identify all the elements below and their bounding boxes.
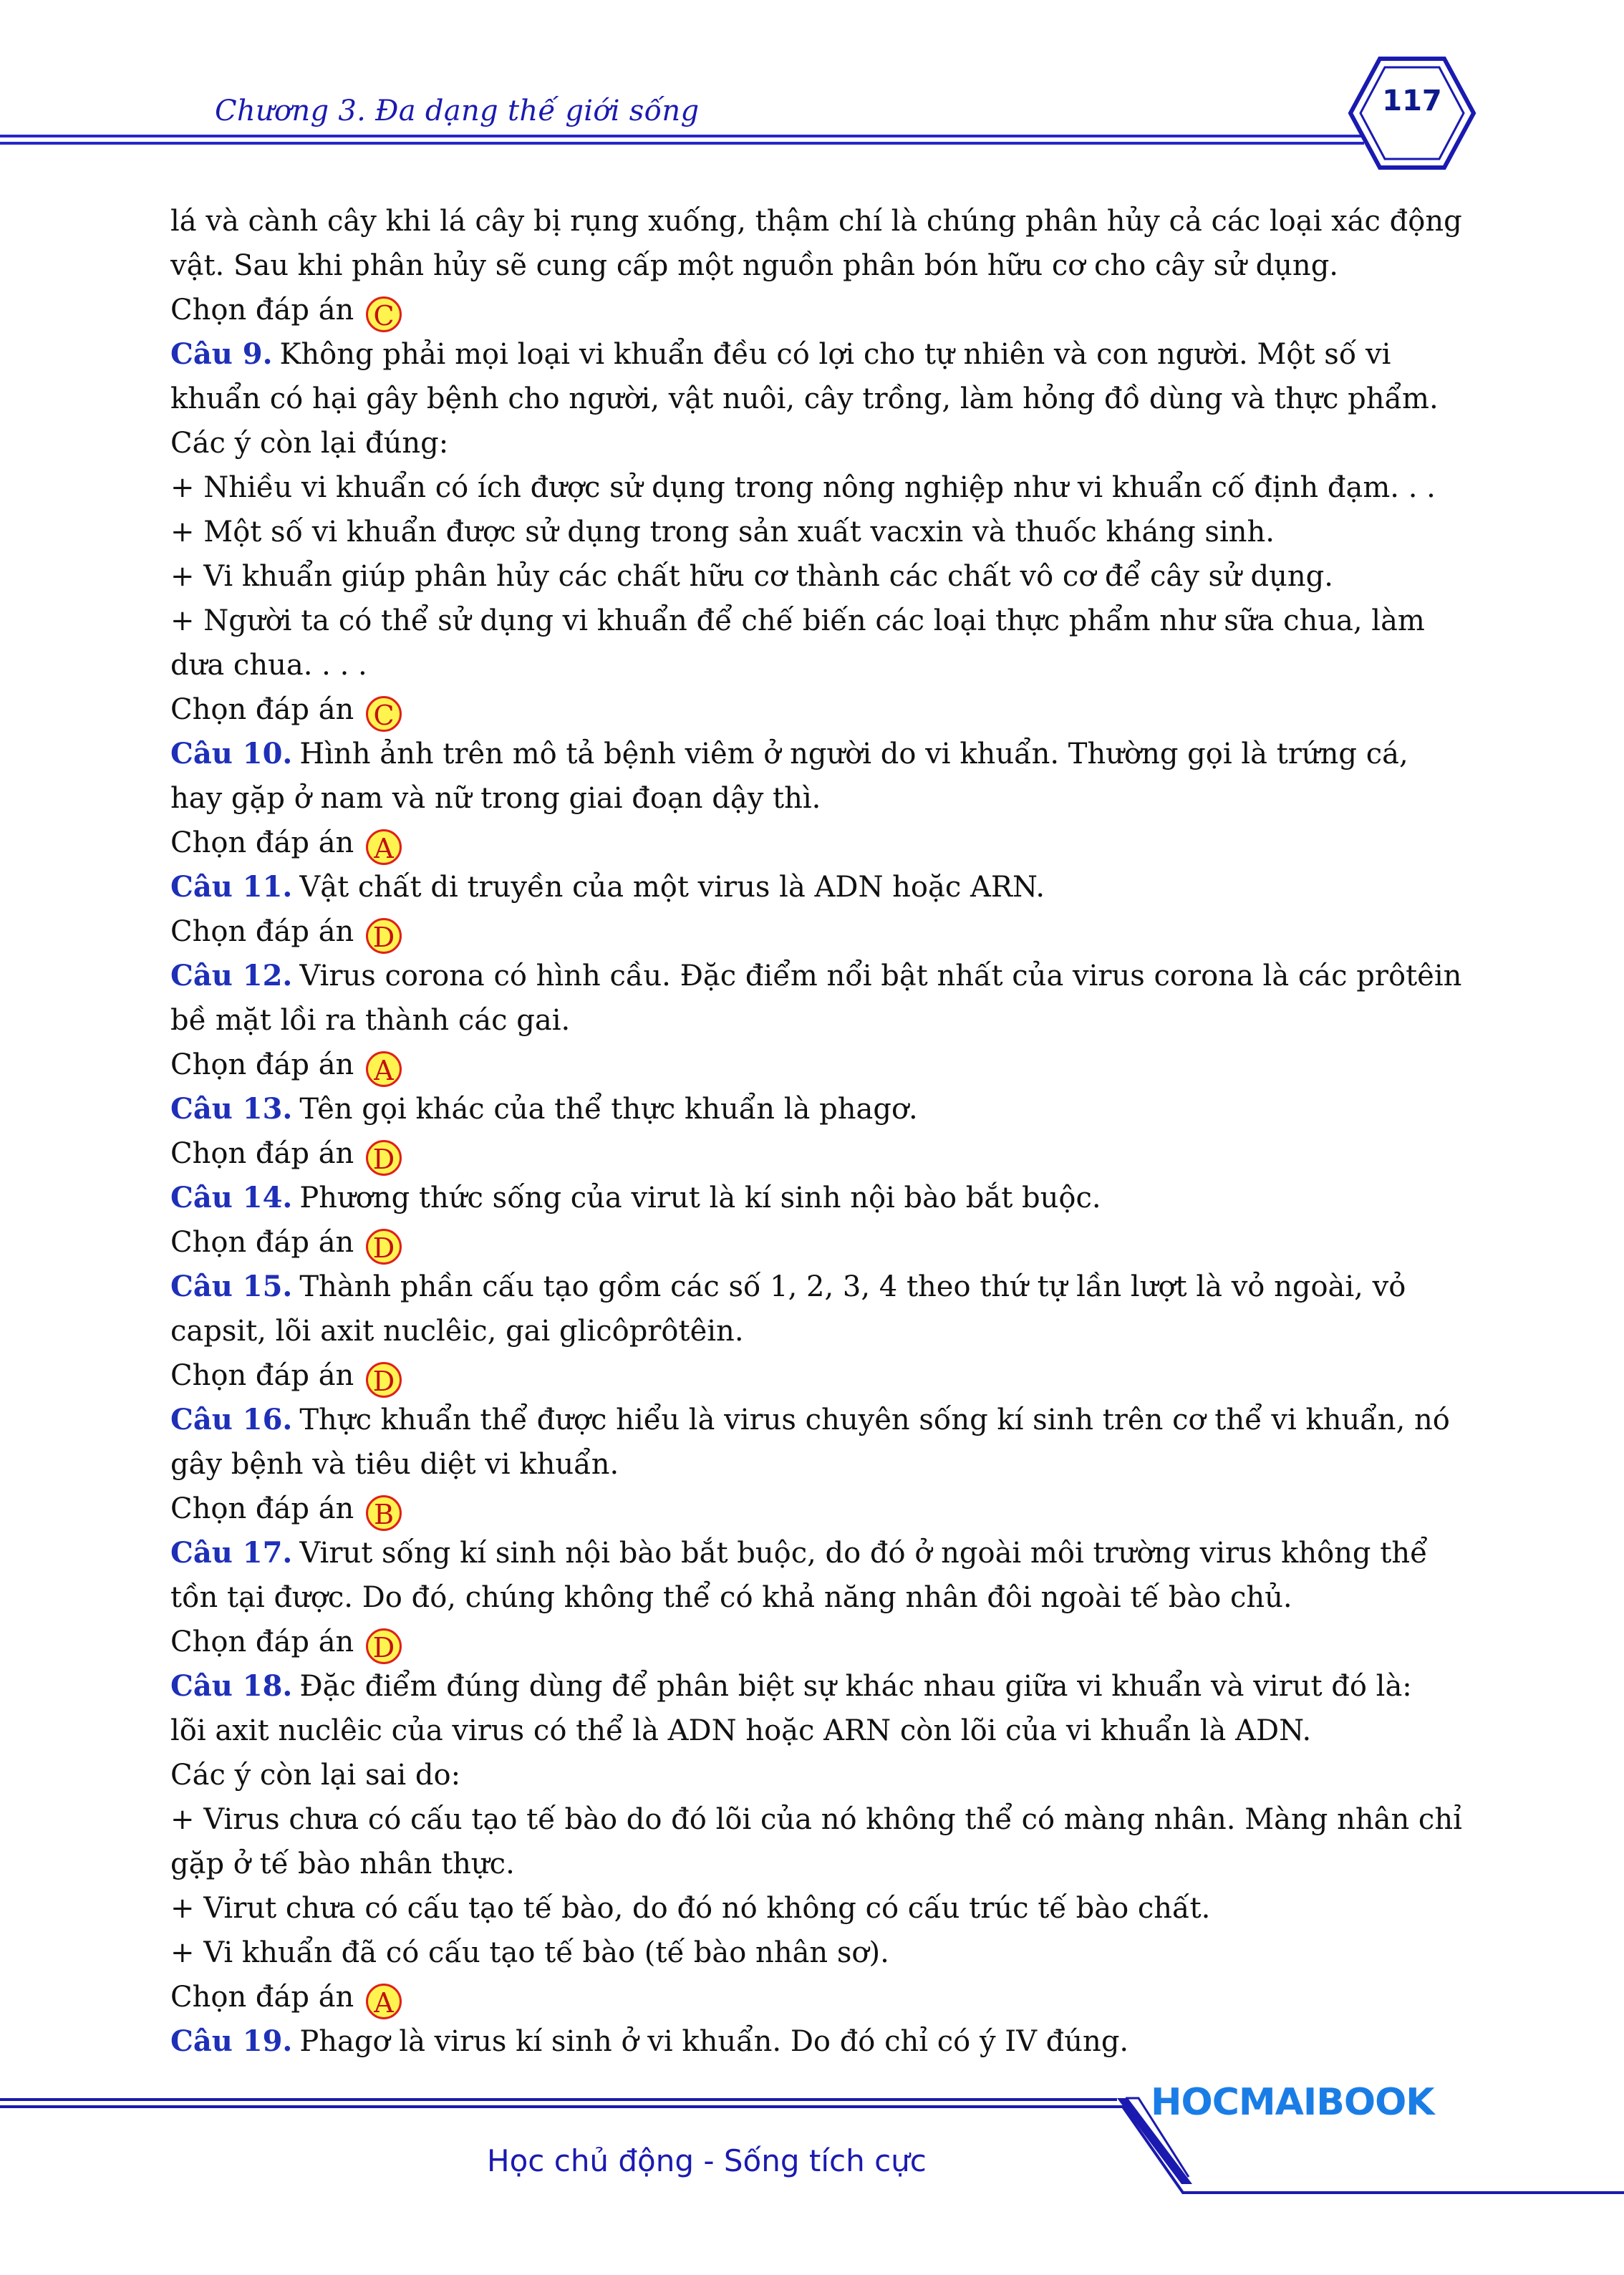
text-run: Chọn đáp án — [170, 294, 364, 327]
text-line — [170, 1220, 1439, 1265]
text-line — [170, 1131, 1439, 1176]
text-line — [170, 1575, 1439, 1620]
text-line — [170, 1309, 1439, 1353]
answer-badge: D — [366, 1362, 402, 1398]
header-rule-bottom — [0, 142, 1364, 145]
text-run: khuẩn có hại gây bệnh cho người, vật nuôi, cây trồng, làm hỏng đồ dùng và thực phẩm. — [170, 382, 1439, 415]
text-line — [170, 1442, 1439, 1487]
text-run: Vật chất di truyền của một virus là ADN hoặc ARN. — [299, 871, 1045, 904]
text-run: gặp ở tế bào nhân thực. — [170, 1847, 515, 1880]
text-line — [170, 954, 1462, 998]
text-line — [170, 2019, 1439, 2064]
text-run: Chọn đáp án — [170, 1137, 364, 1170]
text-run: Chọn đáp án — [170, 826, 364, 859]
text-line — [170, 909, 1439, 954]
text-run: Phương thức sống của virut là kí sinh nội bào bắt buộc. — [299, 1182, 1101, 1214]
text-line — [170, 243, 1439, 288]
text-line — [170, 1176, 1439, 1220]
text-run: Các ý còn lại đúng: — [170, 427, 449, 460]
text-run: Chọn đáp án — [170, 1981, 364, 2014]
answer-badge: D — [366, 1628, 402, 1664]
text-run: + Một số vi khuẩn được sử dụng trong sản xuất vacxin và thuốc kháng sinh. — [170, 516, 1275, 549]
answer-explanations — [170, 199, 1462, 2064]
text-run: Chọn đáp án — [170, 693, 364, 726]
text-run: Hình ảnh trên mô tả bệnh viêm ở người do vi khuẩn. Thường gọi là trứng cá, — [299, 738, 1408, 771]
text-line — [170, 1043, 1439, 1087]
text-line — [170, 776, 1439, 821]
header-rule-top — [0, 135, 1364, 137]
answer-badge: C — [366, 696, 402, 732]
question-label: Câu 11. — [170, 870, 293, 904]
footer-slogan: Học chủ động - Sống tích cực — [487, 2143, 927, 2178]
text-line — [170, 199, 1462, 243]
text-line — [170, 1265, 1439, 1309]
brand-logo: HOCMAIBOOK — [1151, 2081, 1434, 2124]
text-line — [170, 1353, 1439, 1398]
text-line — [170, 421, 1439, 465]
question-label: Câu 13. — [170, 1092, 293, 1126]
text-line — [170, 1087, 1439, 1131]
answer-badge: D — [366, 1140, 402, 1176]
text-line — [170, 1398, 1450, 1442]
text-run: + Người ta có thể sử dụng vi khuẩn để chế biến các loại thực phẩm như sữa chua, làm — [170, 604, 1425, 637]
question-label: Câu 19. — [170, 2024, 293, 2058]
answer-badge: D — [366, 1229, 402, 1265]
chapter-title: Chương 3. Đa dạng thế giới sống — [215, 95, 700, 127]
text-run: Chọn đáp án — [170, 1226, 364, 1259]
text-run: gây bệnh và tiêu diệt vi khuẩn. — [170, 1448, 619, 1481]
text-line — [170, 288, 1439, 332]
question-label: Câu 12. — [170, 959, 293, 992]
answer-badge: A — [366, 1984, 402, 2019]
text-run: capsit, lõi axit nuclêic, gai glicôprôtêin. — [170, 1315, 744, 1348]
text-run: bề mặt lồi ra thành các gai. — [170, 1004, 571, 1037]
text-line — [170, 821, 1439, 865]
text-line — [170, 377, 1439, 421]
text-run: Virut sống kí sinh nội bào bắt buộc, do đó ở ngoài môi trường virus không thể — [299, 1537, 1428, 1570]
text-run: dưa chua. . . . — [170, 649, 367, 682]
text-run: Chọn đáp án — [170, 1492, 364, 1525]
text-run: tồn tại được. Do đó, chúng không thể có khả năng nhân đôi ngoài tế bào chủ. — [170, 1581, 1292, 1614]
text-line — [170, 1842, 1439, 1886]
text-run: + Virut chưa có cấu tạo tế bào, do đó nó không có cấu trúc tế bào chất. — [170, 1892, 1211, 1925]
text-line — [170, 1487, 1439, 1531]
question-label: Câu 14. — [170, 1181, 293, 1214]
text-line — [170, 554, 1439, 599]
text-run: Phagơ là virus kí sinh ở vi khuẩn. Do đó chỉ có ý IV đúng. — [299, 2025, 1129, 2058]
text-run: Thực khuẩn thể được hiểu là virus chuyên sống kí sinh trên cơ thể vi khuẩn, nó — [299, 1404, 1450, 1436]
text-line — [170, 599, 1439, 643]
question-label: Câu 10. — [170, 737, 293, 771]
question-label: Câu 17. — [170, 1536, 293, 1570]
question-label: Câu 18. — [170, 1669, 293, 1703]
answer-badge: A — [366, 1051, 402, 1087]
answer-badge: D — [366, 918, 402, 954]
text-line — [170, 998, 1439, 1043]
text-run: Các ý còn lại sai do: — [170, 1759, 461, 1792]
text-line — [170, 1886, 1439, 1931]
text-run: Không phải mọi loại vi khuẩn đều có lợi cho tự nhiên và con người. Một số vi — [279, 338, 1391, 371]
text-line — [170, 1797, 1462, 1842]
text-line — [170, 1975, 1439, 2019]
text-line — [170, 1753, 1439, 1797]
text-run: + Nhiều vi khuẩn có ích được sử dụng trong nông nghiệp như vi khuẩn cố định đạm. . . — [170, 471, 1436, 504]
text-run: Thành phần cấu tạo gồm các số 1, 2, 3, 4 theo thứ tự lần lượt là vỏ ngoài, vỏ — [299, 1270, 1406, 1303]
page-number: 117 — [1382, 84, 1442, 117]
text-line — [170, 465, 1439, 510]
text-line — [170, 332, 1439, 377]
text-run: Virus corona có hình cầu. Đặc điểm nổi bật nhất của virus corona là các prôtêin — [299, 960, 1462, 992]
text-line — [170, 1709, 1439, 1753]
text-line — [170, 1531, 1439, 1575]
text-run: vật. Sau khi phân hủy sẽ cung cấp một nguồn phân bón hữu cơ cho cây sử dụng. — [170, 249, 1339, 282]
text-run: Chọn đáp án — [170, 1626, 364, 1658]
question-label: Câu 15. — [170, 1270, 293, 1303]
text-line — [170, 510, 1439, 554]
text-run: + Vi khuẩn đã có cấu tạo tế bào (tế bào nhân sơ). — [170, 1936, 889, 1969]
text-run: Tên gọi khác của thể thực khuẩn là phagơ. — [299, 1093, 918, 1126]
answer-badge: B — [366, 1495, 402, 1531]
answer-badge: A — [366, 829, 402, 865]
text-run: + Vi khuẩn giúp phân hủy các chất hữu cơ thành các chất vô cơ để cây sử dụng. — [170, 560, 1334, 593]
text-line — [170, 1620, 1439, 1664]
text-line — [170, 1664, 1439, 1709]
question-label: Câu 9. — [170, 337, 273, 371]
text-run: Chọn đáp án — [170, 915, 364, 948]
text-run: Chọn đáp án — [170, 1359, 364, 1392]
text-run: lá và cành cây khi lá cây bị rụng xuống, thậm chí là chúng phân hủy cả các loại xác động — [170, 205, 1462, 238]
answer-badge: C — [366, 296, 402, 332]
text-line — [170, 643, 1439, 687]
question-label: Câu 16. — [170, 1403, 293, 1436]
text-line — [170, 687, 1439, 732]
text-line — [170, 865, 1439, 909]
text-line — [170, 1931, 1439, 1975]
text-run: hay gặp ở nam và nữ trong giai đoạn dậy thì. — [170, 782, 821, 815]
text-run: + Virus chưa có cấu tạo tế bào do đó lõi của nó không thể có màng nhân. Màng nhân chỉ — [170, 1803, 1462, 1836]
text-run: Chọn đáp án — [170, 1048, 364, 1081]
text-run: lõi axit nuclêic của virus có thể là ADN hoặc ARN còn lõi của vi khuẩn là ADN. — [170, 1714, 1312, 1747]
text-line — [170, 732, 1439, 776]
text-run: Đặc điểm đúng dùng để phân biệt sự khác nhau giữa vi khuẩn và virut đó là: — [299, 1670, 1412, 1703]
